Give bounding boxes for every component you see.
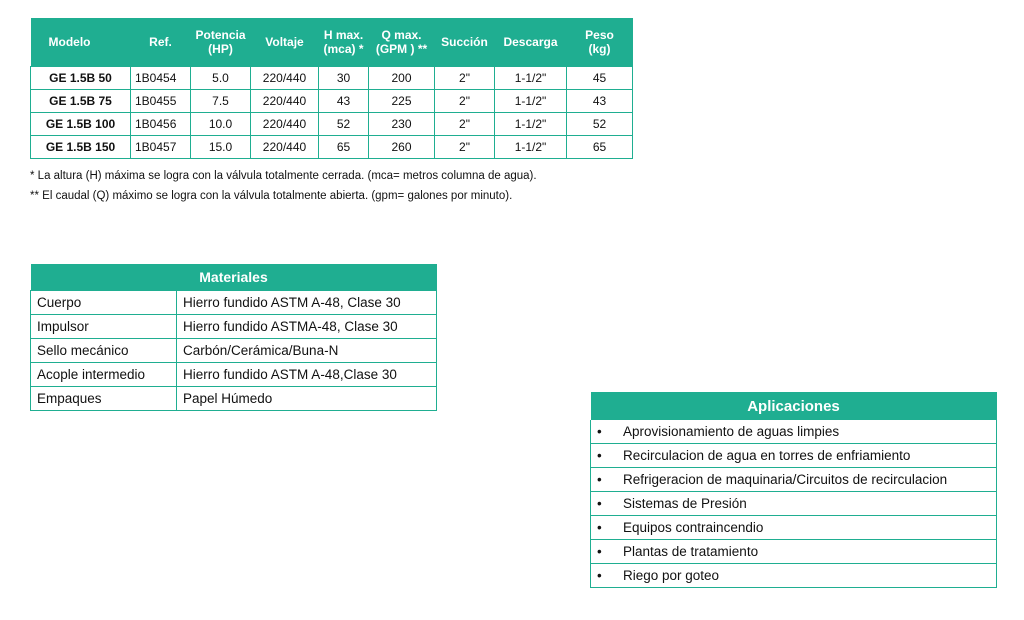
application-item	[591, 420, 997, 444]
cell-hmax: 52	[319, 113, 369, 136]
application-item	[591, 492, 997, 516]
spec-row	[31, 136, 633, 159]
spec-notes	[30, 166, 537, 206]
material-row	[31, 339, 437, 363]
cell-modelo: GE 1.5B 50	[31, 67, 131, 90]
application-item	[591, 468, 997, 492]
col-header-qmax: Q max. (GPM ) **	[369, 18, 435, 67]
cell-modelo: GE 1.5B 75	[31, 90, 131, 113]
spec-row	[31, 113, 633, 136]
cell-succion: 2"	[435, 67, 495, 90]
cell-hmax: 43	[319, 90, 369, 113]
application-label: Aprovisionamiento de aguas limpies	[623, 424, 840, 439]
col-header-hmax: H max. (mca) *	[319, 18, 369, 67]
cell-potencia: 10.0	[191, 113, 251, 136]
cell-descarga: 1-1/2"	[495, 136, 567, 159]
bullet-icon: •	[597, 496, 602, 511]
cell-descarga: 1-1/2"	[495, 67, 567, 90]
col-header-descarga: Descarga	[495, 18, 567, 67]
cell-hmax: 65	[319, 136, 369, 159]
cell-succion: 2"	[435, 90, 495, 113]
bullet-icon: •	[597, 424, 602, 439]
material-part: Impulsor	[31, 315, 177, 339]
application-label: Equipos contraincendio	[623, 520, 764, 535]
materials-title: Materiales	[31, 264, 437, 291]
application-label: Refrigeracion de maquinaria/Circuitos de recirculacion	[623, 472, 948, 487]
application-item	[591, 564, 997, 588]
material-row	[31, 291, 437, 315]
bullet-icon: •	[597, 568, 602, 583]
bullet-icon: •	[597, 448, 602, 463]
cell-potencia: 15.0	[191, 136, 251, 159]
col-header-succion: Succión	[435, 18, 495, 67]
material-row	[31, 363, 437, 387]
material-value: Hierro fundido ASTM A-48, Clase 30	[177, 291, 437, 315]
cell-peso: 43	[567, 90, 633, 113]
cell-peso: 52	[567, 113, 633, 136]
application-item	[591, 516, 997, 540]
bullet-icon: •	[597, 472, 602, 487]
spec-header-row	[31, 18, 633, 67]
material-row	[31, 315, 437, 339]
cell-peso: 45	[567, 67, 633, 90]
application-item	[591, 444, 997, 468]
cell-voltaje: 220/440	[251, 90, 319, 113]
cell-descarga: 1-1/2"	[495, 113, 567, 136]
material-part: Empaques	[31, 387, 177, 411]
col-header-voltaje: Voltaje	[251, 18, 319, 67]
cell-ref: 1B0455	[131, 90, 191, 113]
application-label: Riego por goteo	[623, 568, 720, 583]
col-header-modelo: Modelo	[31, 18, 131, 67]
material-part: Cuerpo	[31, 291, 177, 315]
cell-qmax: 200	[369, 67, 435, 90]
material-value: Papel Húmedo	[177, 387, 437, 411]
cell-voltaje: 220/440	[251, 136, 319, 159]
material-value: Carbón/Cerámica/Buna-N	[177, 339, 437, 363]
note-hmax: * La altura (H) máxima se logra con la válvula totalmente cerrada. (mca= metros columna de agua).	[30, 170, 537, 182]
application-item	[591, 540, 997, 564]
cell-qmax: 260	[369, 136, 435, 159]
cell-potencia: 5.0	[191, 67, 251, 90]
col-header-ref: Ref.	[131, 18, 191, 67]
bullet-icon: •	[597, 520, 602, 535]
cell-succion: 2"	[435, 113, 495, 136]
col-header-potencia: Potencia (HP)	[191, 18, 251, 67]
cell-modelo: GE 1.5B 150	[31, 136, 131, 159]
cell-ref: 1B0457	[131, 136, 191, 159]
cell-qmax: 230	[369, 113, 435, 136]
application-label: Sistemas de Presión	[623, 496, 747, 511]
cell-succion: 2"	[435, 136, 495, 159]
specifications-table	[30, 18, 633, 159]
applications-title: Aplicaciones	[591, 392, 997, 420]
spec-row	[31, 67, 633, 90]
material-part: Acople intermedio	[31, 363, 177, 387]
cell-modelo: GE 1.5B 100	[31, 113, 131, 136]
cell-descarga: 1-1/2"	[495, 90, 567, 113]
application-label: Recirculacion de agua en torres de enfriamiento	[623, 448, 911, 463]
col-header-peso: Peso (kg)	[567, 18, 633, 67]
cell-ref: 1B0454	[131, 67, 191, 90]
cell-ref: 1B0456	[131, 113, 191, 136]
material-value: Hierro fundido ASTMA-48, Clase 30	[177, 315, 437, 339]
cell-qmax: 225	[369, 90, 435, 113]
cell-potencia: 7.5	[191, 90, 251, 113]
bullet-icon: •	[597, 544, 602, 559]
material-row	[31, 387, 437, 411]
cell-voltaje: 220/440	[251, 67, 319, 90]
note-qmax: ** El caudal (Q) máximo se logra con la válvula totalmente abierta. (gpm= galones por minuto).	[30, 190, 513, 202]
applications-table	[590, 392, 997, 588]
material-part: Sello mecánico	[31, 339, 177, 363]
cell-hmax: 30	[319, 67, 369, 90]
cell-peso: 65	[567, 136, 633, 159]
application-label: Plantas de tratamiento	[623, 544, 759, 559]
cell-voltaje: 220/440	[251, 113, 319, 136]
material-value: Hierro fundido ASTM A-48,Clase 30	[177, 363, 437, 387]
spec-row	[31, 90, 633, 113]
materials-table	[30, 264, 437, 411]
